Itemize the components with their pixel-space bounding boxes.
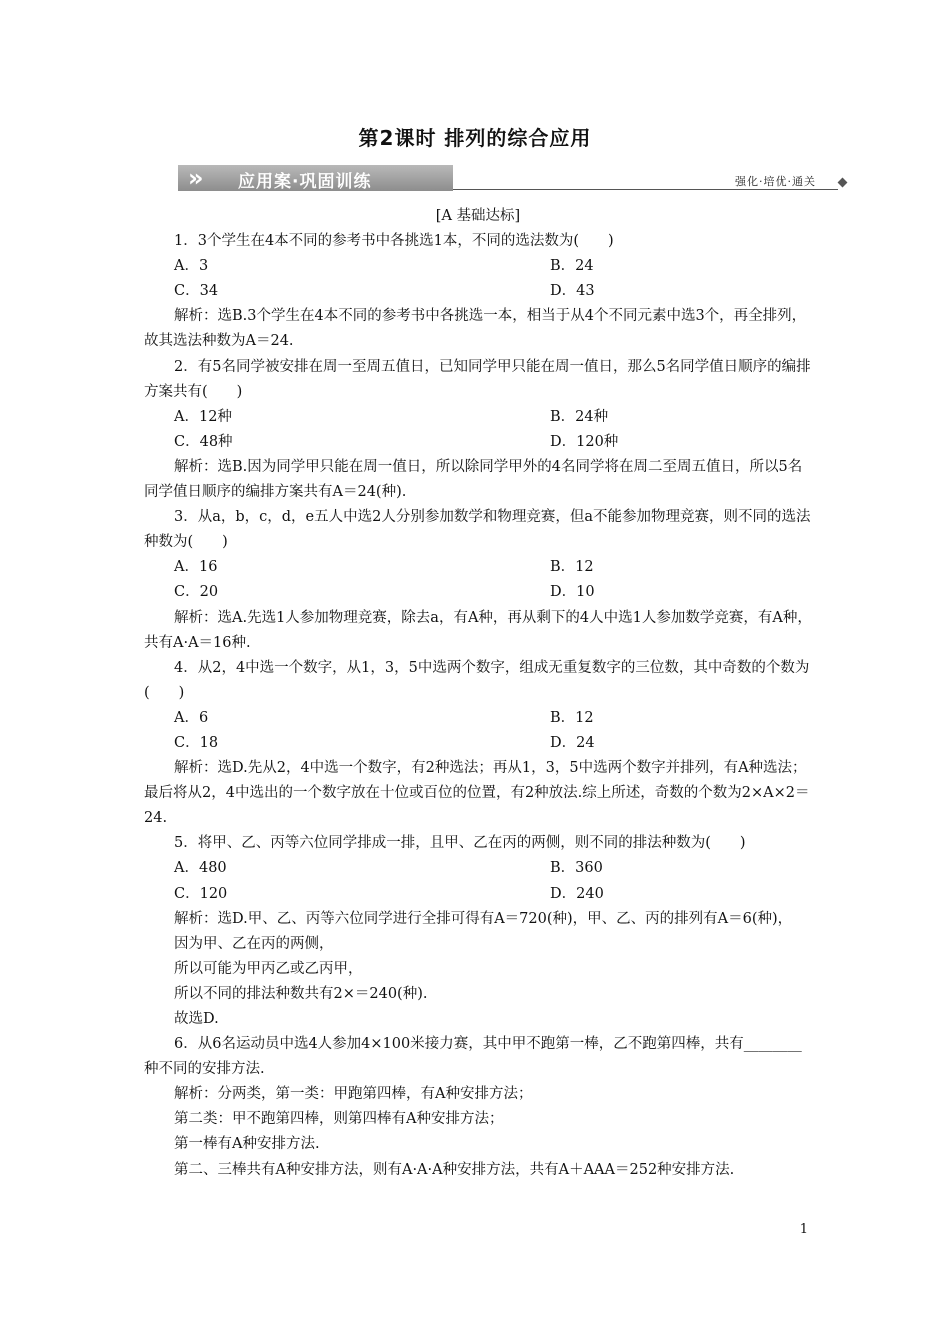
- question-3-stem: 3．从a，b，c，d，e五人中选2人分别参加数学和物理竞赛，但a不能参加物理竞赛，则不同的选法种数为( ): [144, 509, 811, 551]
- solution-line: 故选D.: [174, 1011, 219, 1027]
- question-4-solution: 解析：选D.先从2，4中选一个数字，有2种选法；再从1，3，5中选两个数字并排列，有A种选法；最后将从2，4中选出的一个数字放在十位或百位的位置，有2种放法.综上所述，奇数的个数为2×A×2＝24.: [144, 760, 810, 827]
- double-chevron-icon: »: [188, 164, 204, 192]
- question-2-solution: 解析：选B.因为同学甲只能在周一值日，所以除同学甲外的4名同学将在周二至周五值日，所以5名同学值日顺序的编排方案共有A＝24(种).: [144, 458, 803, 501]
- question-5-options-row-1: [144, 856, 812, 881]
- solution-line: 所以可能为甲丙乙或乙丙甲，: [174, 960, 363, 977]
- option: C．34: [174, 283, 219, 300]
- option: B．360: [550, 860, 603, 877]
- question-1-solution: 解析：选B.3个学生在4本不同的参考书中各挑选一本，相当于从4个不同元素中选3个，再全排列，故其选法种数为A＝24.: [144, 308, 807, 350]
- question-3-options-row-2: [144, 580, 812, 605]
- solution-line: 解析：分两类，第一类：甲跑第四棒，有A种安排方法；: [174, 1086, 533, 1103]
- option: D．120种: [550, 433, 619, 450]
- section-banner: [178, 165, 846, 193]
- option: D．10: [550, 584, 595, 601]
- solution-line: 因为甲、乙在丙的两侧，: [174, 935, 334, 952]
- exercise-content: [144, 204, 812, 1183]
- solution-line: 所以不同的排法种数共有2×＝240(种).: [174, 985, 428, 1002]
- question-2-stem: 2．有5名同学被安排在周一至周五值日，已知同学甲只能在周一值日，那么5名同学值日顺序的编排方案共有( ): [144, 358, 811, 400]
- option: A．16: [174, 559, 218, 576]
- question-3-options-row-1: [144, 555, 812, 580]
- solution-line: 第二类：甲不跑第四棒，则第四棒有A种安排方法；: [174, 1111, 504, 1128]
- option: C．20: [174, 584, 219, 601]
- banner-right-text: 强化·培优·通关: [735, 175, 816, 188]
- option: A．480: [174, 860, 227, 877]
- question-4-options-row-2: [144, 731, 812, 756]
- option: B．24: [550, 258, 594, 275]
- question-5-stem: 5．将甲、乙、丙等六位同学排成一排，且甲、乙在丙的两侧，则不同的排法种数为( ): [174, 835, 746, 852]
- option: A．12种: [174, 408, 232, 425]
- question-1-options-row-2: [144, 279, 812, 304]
- question-4-stem: 4．从2，4中选一个数字，从1，3，5中选两个数字，组成无重复数字的三位数，其中奇数的个数为( ): [144, 659, 810, 701]
- option: C．120: [174, 885, 228, 902]
- page-number: 1: [799, 1222, 808, 1237]
- solution-line: 第一棒有A种安排方法.: [174, 1136, 320, 1153]
- solution-line: 第二、三棒共有A种安排方法，则有A·A·A种安排方法，共有A＋AAA＝252种安排方法.: [174, 1161, 735, 1178]
- option: A．3: [174, 258, 209, 275]
- question-5-solution: 解析：选D.甲、乙、丙等六位同学进行全排可得有A＝720(种)，甲、乙、丙的排列有A＝6(种)，: [174, 910, 793, 927]
- question-5-options-row-2: [144, 882, 812, 907]
- option: D．240: [550, 885, 604, 902]
- option: A．6: [174, 709, 209, 726]
- option: C．18: [174, 734, 219, 751]
- section-heading: [A 基础达标]: [435, 208, 521, 224]
- option: D．24: [550, 734, 595, 751]
- question-3-solution: 解析：选A.先选1人参加物理竞赛，除去a，有A种，再从剩下的4人中选1人参加数学竞赛，有A种，共有A·A＝16种.: [144, 609, 812, 651]
- question-4-options-row-1: [144, 706, 812, 731]
- question-1-stem: 1．3个学生在4本不同的参考书中各挑选1本，不同的选法数为( ): [174, 233, 614, 250]
- question-1-options-row-1: [144, 254, 812, 279]
- option: D．43: [550, 283, 595, 300]
- option: B．12: [550, 559, 594, 576]
- banner-rule: [453, 189, 838, 190]
- page-title: 第2课时 排列的综合应用: [358, 126, 592, 150]
- banner-bar: [178, 165, 453, 191]
- question-6-stem: 6．从6名运动员中选4人参加4×100米接力赛，其中甲不跑第一棒，乙不跑第四棒，共有________种不同的安排方法.: [144, 1036, 802, 1078]
- option: B．24种: [550, 408, 609, 425]
- diamond-icon: [838, 178, 848, 188]
- banner-label: 应用案·巩固训练: [238, 172, 372, 192]
- question-2-options-row-1: [144, 405, 812, 430]
- option: C．48种: [174, 433, 233, 450]
- option: B．12: [550, 709, 594, 726]
- question-2-options-row-2: [144, 430, 812, 455]
